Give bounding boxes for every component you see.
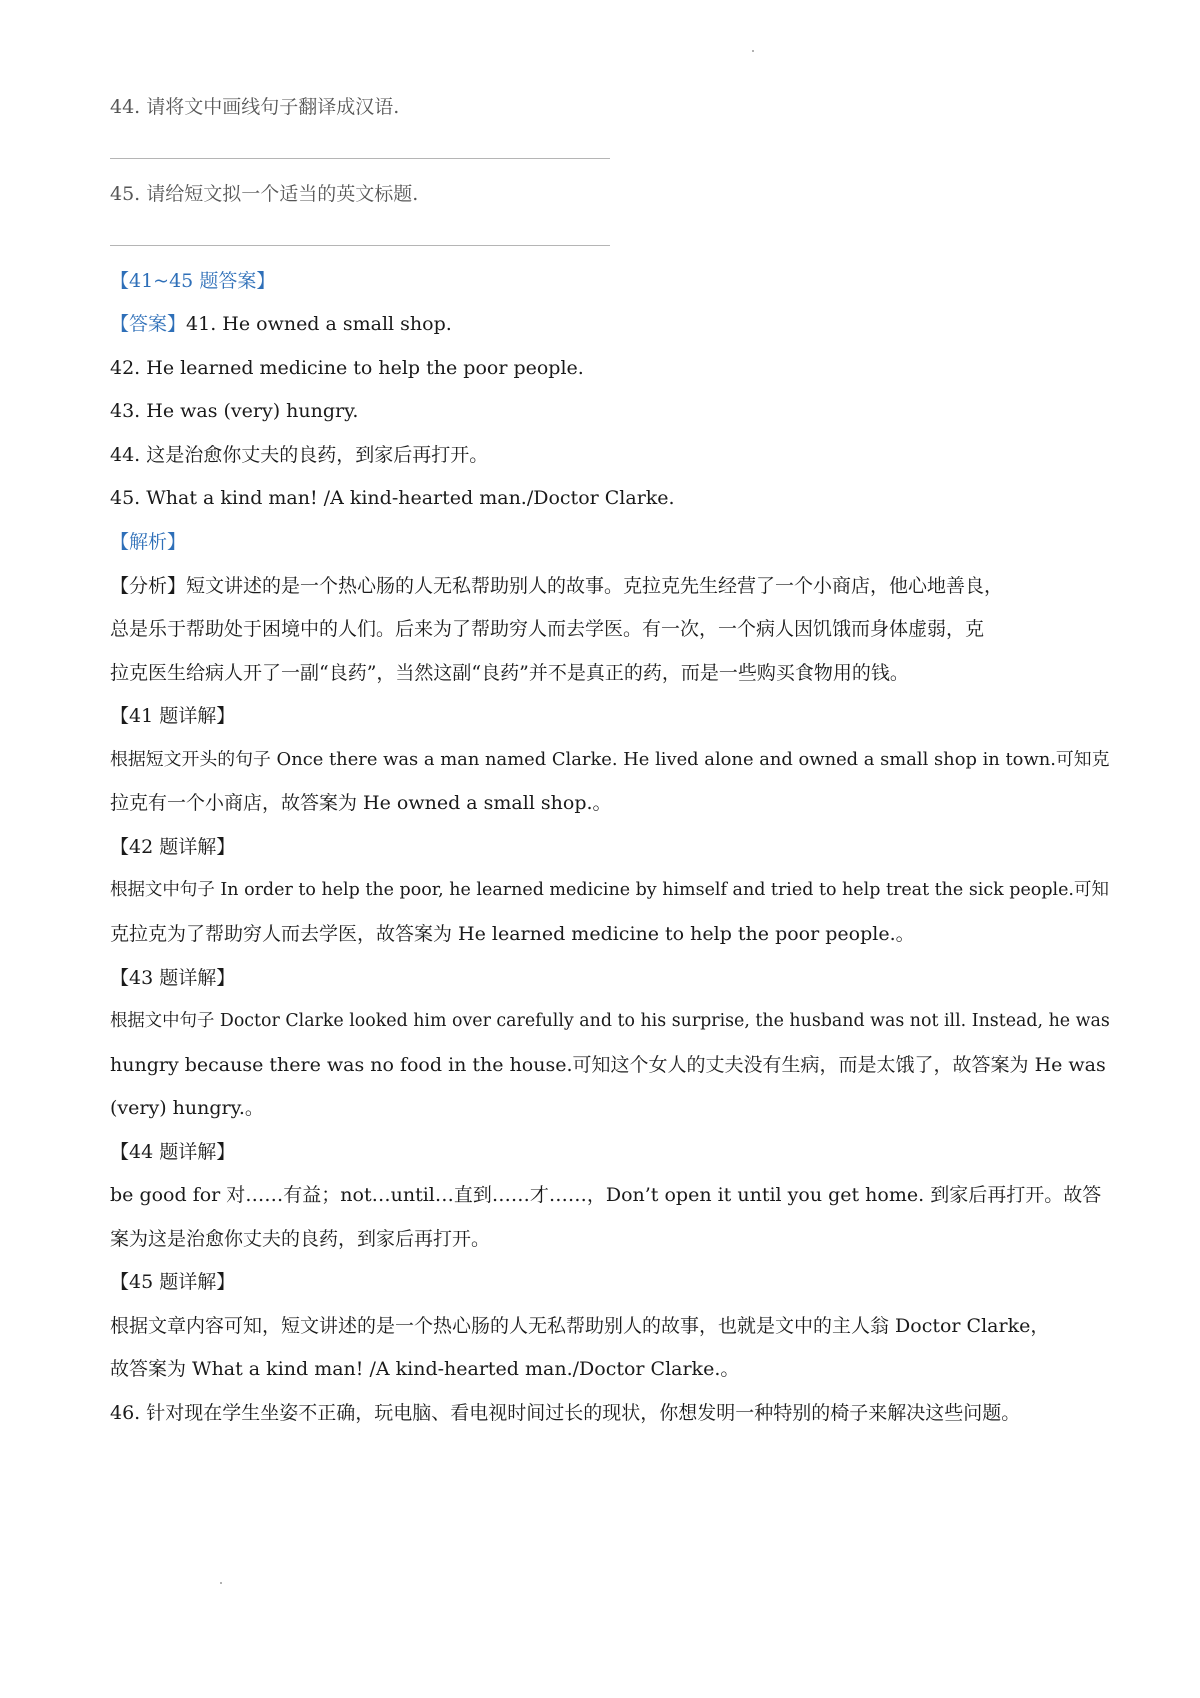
detail-44-title: 【44 题详解】 bbox=[110, 1141, 236, 1163]
analysis-summary-line: 【分析】短文讲述的是一个热心肠的人无私帮助别人的故事。克拉克先生经营了一个小商店，他心地善良， bbox=[110, 575, 1004, 597]
scan-speck bbox=[752, 50, 754, 52]
detail-44-line: 案为这是治愈你丈夫的良药，到家后再打开。 bbox=[110, 1228, 491, 1250]
answer-line-45 bbox=[110, 245, 610, 246]
detail-43-line: hungry because there was no food in the house.可知这个女人的丈夫没有生病，而是太饿了，故答案为 He was bbox=[110, 1054, 1106, 1076]
detail-44-line: be good for 对……有益；not…until…直到……才……，Don’t open it until you get home. 到家后再打开。故答 bbox=[110, 1184, 1102, 1206]
detail-41-line: 拉克有一个小商店，故答案为 He owned a small shop.。 bbox=[110, 792, 612, 814]
answer-43: 43. He was (very) hungry. bbox=[110, 400, 359, 422]
detail-43-title: 【43 题详解】 bbox=[110, 967, 236, 989]
answer-41: 41. He owned a small shop. bbox=[186, 313, 452, 335]
answer-44: 44. 这是治愈你丈夫的良药，到家后再打开。 bbox=[110, 444, 489, 466]
detail-42-line: 根据文中句子 In order to help the poor, he learned medicine by himself and tried to help treat the sick people.可知 bbox=[110, 880, 1109, 900]
answers-heading: 【41~45 题答案】 bbox=[110, 270, 276, 292]
answer-41-line bbox=[110, 309, 452, 339]
answer-45: 45. What a kind man! /A kind-hearted man./Doctor Clarke. bbox=[110, 487, 675, 509]
detail-43-line: 根据文中句子 Doctor Clarke looked him over carefully and to his surprise, the husband was not ill. Instead, he was bbox=[110, 1011, 1110, 1031]
detail-42-title: 【42 题详解】 bbox=[110, 836, 236, 858]
detail-42-line: 克拉克为了帮助穷人而去学医，故答案为 He learned medicine to help the poor people.。 bbox=[110, 923, 915, 945]
analysis-label: 【解析】 bbox=[110, 531, 187, 553]
detail-45-title: 【45 题详解】 bbox=[110, 1271, 236, 1293]
question-45: 45. 请给短文拟一个适当的英文标题. bbox=[110, 183, 419, 205]
answer-label: 【答案】 bbox=[110, 313, 187, 335]
answer-line-44 bbox=[110, 158, 610, 159]
detail-41-title: 【41 题详解】 bbox=[110, 705, 236, 727]
question-46: 46. 针对现在学生坐姿不正确，玩电脑、看电视时间过长的现状，你想发明一种特别的椅子来解决这些问题。 bbox=[110, 1402, 1021, 1424]
answer-42: 42. He learned medicine to help the poor people. bbox=[110, 357, 584, 379]
detail-41-line: 根据短文开头的句子 Once there was a man named Clarke. He lived alone and owned a small shop in town.可知克 bbox=[110, 749, 1110, 770]
analysis-summary-line: 总是乐于帮助处于困境中的人们。后来为了帮助穷人而去学医。有一次，一个病人因饥饿而身体虚弱，克 bbox=[110, 618, 985, 640]
scan-speck bbox=[220, 1582, 222, 1584]
question-44: 44. 请将文中画线句子翻译成汉语. bbox=[110, 96, 400, 118]
detail-43-line: (very) hungry.。 bbox=[110, 1097, 264, 1119]
detail-45-line: 故答案为 What a kind man! /A kind-hearted man./Doctor Clarke.。 bbox=[110, 1358, 740, 1380]
analysis-summary-line: 拉克医生给病人开了一副“良药”，当然这副“良药”并不是真正的药，而是一些购买食物用的钱。 bbox=[110, 662, 909, 684]
detail-45-line: 根据文章内容可知，短文讲述的是一个热心肠的人无私帮助别人的故事，也就是文中的主人翁 Doctor Clarke， bbox=[110, 1315, 1050, 1337]
